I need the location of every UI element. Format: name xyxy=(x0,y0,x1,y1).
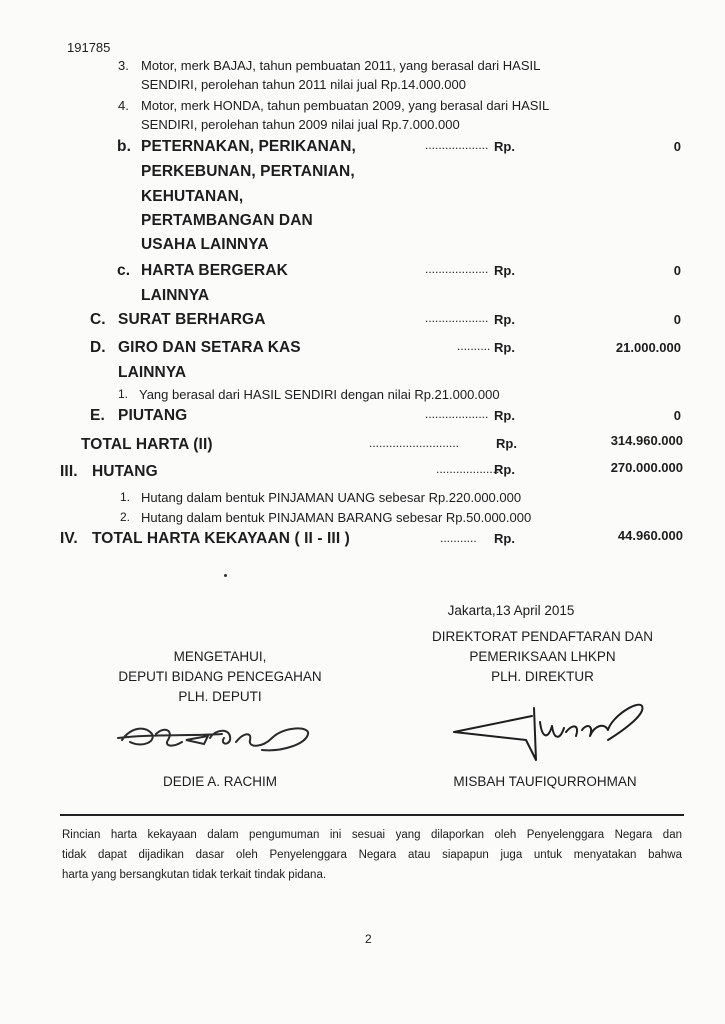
item-text-line2: SENDIRI, perolehan tahun 2009 nilai jual Rp.7.000.000 xyxy=(141,117,460,132)
section-label: GIRO DAN SETARA KAS xyxy=(118,339,301,356)
disclaimer-line2: tidak dapat dijadikan dasar oleh Penyelenggara Negara atau siapapun juga untuk menyatakan bahwa xyxy=(62,849,682,861)
item-text-line1: Motor, merk HONDA, tahun pembuatan 2009, yang berasal dari HASIL xyxy=(141,98,550,113)
divider xyxy=(60,814,684,816)
item-number: 2. xyxy=(120,510,131,524)
currency-label: Rp. xyxy=(494,139,515,154)
section-label: LAINNYA xyxy=(118,364,187,381)
signature-block-left xyxy=(100,627,340,707)
leader-dots: ................... xyxy=(425,407,489,421)
total-harta-label: TOTAL HARTA (II) xyxy=(81,436,213,453)
section-marker: c. xyxy=(117,262,131,279)
item-number: 3. xyxy=(118,58,129,73)
sig-left-line3: PLH. DEPUTI xyxy=(178,689,262,704)
signature-block-right xyxy=(400,627,685,687)
sig-right-line1: DIREKTORAT PENDAFTARAN DAN xyxy=(431,629,654,644)
section-label: KEHUTANAN, xyxy=(141,188,244,205)
sig-left-line2: DEPUTI BIDANG PENCEGAHAN xyxy=(118,669,322,684)
currency-label: Rp. xyxy=(496,436,517,451)
leader-dots: ........................... xyxy=(369,436,460,450)
hutang-item xyxy=(120,488,620,507)
amount-value: 314.960.000 xyxy=(610,433,683,448)
amount-value: 21.000.000 xyxy=(615,340,681,355)
sig-left-name: DEDIE A. RACHIM xyxy=(162,774,278,789)
vehicle-item xyxy=(118,96,638,136)
signature-left-icon xyxy=(112,712,322,762)
disclaimer-line3: harta yang bersangkutan tidak terkait tindak pidana. xyxy=(62,869,327,881)
item-text-line2: SENDIRI, perolehan tahun 2011 nilai jual Rp.14.000.000 xyxy=(141,77,466,92)
leader-dots: ................... xyxy=(425,262,489,276)
section-label: PIUTANG xyxy=(118,407,188,424)
currency-label: Rp. xyxy=(494,531,515,546)
hutang-item xyxy=(120,508,620,527)
section-label: HARTA BERGERAK xyxy=(141,262,288,279)
section-label: PERKEBUNAN, PERTANIAN, xyxy=(141,163,355,180)
disclaimer xyxy=(62,825,682,885)
signature-right-icon xyxy=(448,696,648,766)
amount-value: 270.000.000 xyxy=(610,460,683,475)
currency-label: Rp. xyxy=(494,408,515,423)
leader-dots: ................... xyxy=(425,311,489,325)
section-marker: IV. xyxy=(60,530,78,547)
leader-dots: ................... xyxy=(436,462,500,476)
section-label: SURAT BERHARGA xyxy=(118,311,266,328)
leader-dots: .......... xyxy=(457,339,491,353)
amount-value: 0 xyxy=(673,263,681,278)
currency-label: Rp. xyxy=(494,263,515,278)
item-number: 4. xyxy=(118,98,129,113)
leader-dots: ................... xyxy=(425,138,489,152)
section-marker: D. xyxy=(90,339,106,356)
section-label: PERTAMBANGAN DAN xyxy=(141,212,313,229)
section-marker: E. xyxy=(90,407,105,424)
section-marker: C. xyxy=(90,311,106,328)
sig-right-line2: PEMERIKSAAN LHKPN xyxy=(469,649,616,664)
section-marker: b. xyxy=(117,138,131,155)
item-number: 1. xyxy=(118,387,129,401)
amount-value: 0 xyxy=(673,312,681,327)
sig-left-line1: MENGETAHUI, xyxy=(173,649,267,664)
place-date: Jakarta,13 April 2015 xyxy=(447,603,575,618)
leader-dots: ........... xyxy=(440,531,477,545)
item-text-line1: Motor, merk BAJAJ, tahun pembuatan 2011, yang berasal dari HASIL xyxy=(141,58,541,73)
sig-right-line3: PLH. DIREKTUR xyxy=(491,669,594,684)
currency-label: Rp. xyxy=(494,340,515,355)
currency-label: Rp. xyxy=(494,462,515,477)
section-label: PETERNAKAN, PERIKANAN, xyxy=(141,138,356,155)
amount-value: 0 xyxy=(673,408,681,423)
item-number: 1. xyxy=(120,490,131,504)
currency-label: Rp. xyxy=(494,312,515,327)
total-kekayaan-label: TOTAL HARTA KEKAYAAN ( II - III ) xyxy=(92,530,350,547)
section-label: USAHA LAINNYA xyxy=(141,236,269,253)
document-id: 191785 xyxy=(67,40,111,55)
section-label: HUTANG xyxy=(92,463,158,480)
amount-value: 0 xyxy=(673,139,681,154)
item-text: Hutang dalam bentuk PINJAMAN BARANG sebesar Rp.50.000.000 xyxy=(141,510,532,525)
giro-item xyxy=(118,385,618,404)
vehicle-item xyxy=(118,56,638,96)
section-marker: III. xyxy=(60,463,78,480)
sig-right-name: MISBAH TAUFIQURROHMAN xyxy=(453,774,637,789)
amount-value: 44.960.000 xyxy=(617,528,683,543)
scan-speck xyxy=(224,574,227,577)
disclaimer-line1: Rincian harta kekayaan dalam pengumuman ini sesuai yang dilaporkan oleh Penyelenggara Negara dan xyxy=(62,829,682,841)
page-number: 2 xyxy=(365,932,372,946)
section-label: LAINNYA xyxy=(141,287,210,304)
item-text: Yang berasal dari HASIL SENDIRI dengan nilai Rp.21.000.000 xyxy=(139,387,500,402)
item-text: Hutang dalam bentuk PINJAMAN UANG sebesar Rp.220.000.000 xyxy=(141,490,522,505)
